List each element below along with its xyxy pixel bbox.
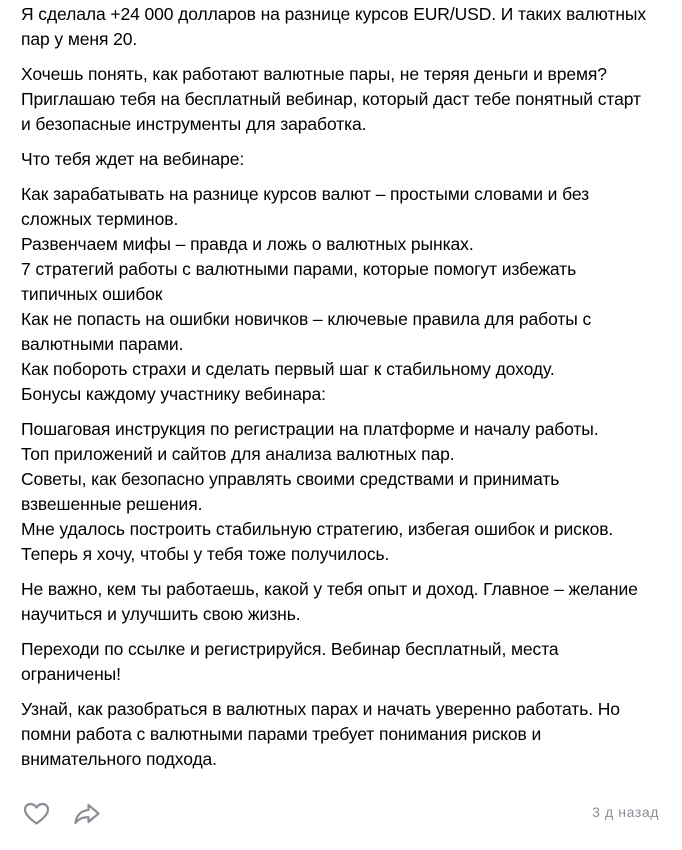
paragraph-bonuses xyxy=(21,417,671,567)
paragraph-agenda-heading xyxy=(21,147,671,172)
text-line: пар у меня 20. xyxy=(21,29,138,49)
like-button[interactable] xyxy=(21,799,51,829)
text-line: Я сделала +24 000 долларов на разнице курсов EUR/USD. И таких валютных xyxy=(21,4,647,24)
text-line: 7 стратегий работы с валютными парами, которые помогут избежать xyxy=(21,259,577,279)
text-line: типичных ошибок xyxy=(21,284,163,304)
text-line: Хочешь понять, как работают валютные пары, не теряя деньги и время? xyxy=(21,64,607,84)
heart-icon xyxy=(23,802,50,826)
text-line: Не важно, кем ты работаешь, какой у тебя опыт и доход. Главное – желание xyxy=(21,579,638,599)
paragraph-intro xyxy=(21,2,671,52)
text-line: внимательного подхода. xyxy=(21,749,217,769)
text-line: сложных терминов. xyxy=(21,209,179,229)
text-line: научиться и улучшить свою жизнь. xyxy=(21,604,301,624)
text-line: Развенчаем мифы – правда и ложь о валютных рынках. xyxy=(21,234,474,254)
text-line: Узнай, как разобраться в валютных парах и начать уверенно работать. Но xyxy=(21,699,620,719)
text-line: Мне удалось построить стабильную стратегию, избегая ошибок и рисков. xyxy=(21,519,614,539)
text-line: и безопасные инструменты для заработка. xyxy=(21,114,367,134)
text-line: Топ приложений и сайтов для анализа валютных пар. xyxy=(21,444,455,464)
paragraph-closing xyxy=(21,697,671,772)
paragraph-motivation xyxy=(21,577,671,627)
text-line: Приглашаю тебя на бесплатный вебинар, который даст тебе понятный старт xyxy=(21,89,641,109)
text-line: Бонусы каждому участнику вебинара: xyxy=(21,384,326,404)
post-footer xyxy=(0,793,682,833)
text-line: взвешенные решения. xyxy=(21,494,203,514)
text-line: Как не попасть на ошибки новичков – ключевые правила для работы с xyxy=(21,309,592,329)
text-line: Как побороть страхи и сделать первый шаг к стабильному доходу. xyxy=(21,359,555,379)
text-line: Пошаговая инструкция по регистрации на платформе и началу работы. xyxy=(21,419,599,439)
text-line: валютными парами. xyxy=(21,334,184,354)
text-line: ограничены! xyxy=(21,664,121,684)
text-line: Советы, как безопасно управлять своими средствами и принимать xyxy=(21,469,560,489)
paragraph-call-to-action xyxy=(21,637,671,687)
text-line: Теперь я хочу, чтобы у тебя тоже получилось. xyxy=(21,544,390,564)
text-line: Переходи по ссылке и регистрируйся. Вебинар бесплатный, места xyxy=(21,639,559,659)
text-line: Как зарабатывать на разнице курсов валют – простыми словами и без xyxy=(21,184,590,204)
share-arrow-icon xyxy=(73,802,101,826)
paragraph-invite xyxy=(21,62,671,137)
post-text xyxy=(21,2,671,782)
share-button[interactable] xyxy=(72,799,102,829)
text-line: Что тебя ждет на вебинаре: xyxy=(21,149,245,169)
text-line: помни работа с валютными парами требует понимания рисков и xyxy=(21,724,542,744)
paragraph-agenda xyxy=(21,182,671,407)
post-timestamp[interactable]: 3 д назад xyxy=(592,804,659,820)
